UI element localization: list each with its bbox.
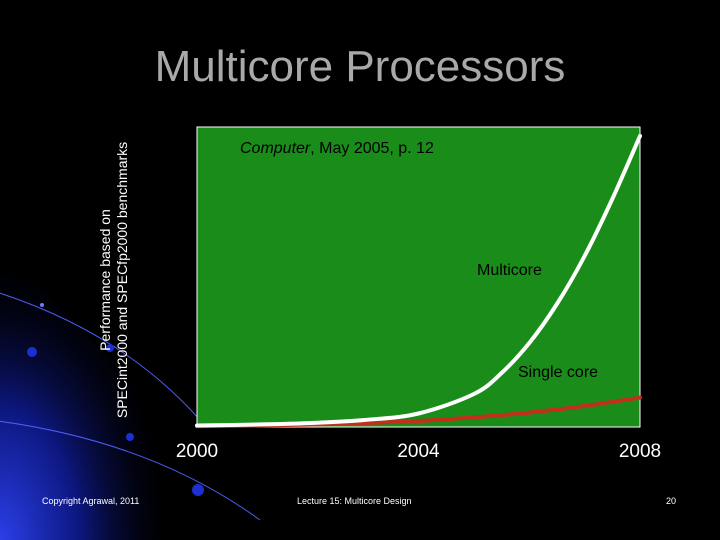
source-annotation <box>240 140 434 157</box>
x-tick-label: 2000 <box>175 441 219 462</box>
slide-title: Multicore Processors <box>154 42 566 91</box>
y-axis-label-line-2: SPECint2000 and SPECfp2000 benchmarks <box>114 141 130 419</box>
footer-page-number: 20 <box>666 496 677 506</box>
source-italic: Computer <box>240 140 311 157</box>
footer-lecture: Lecture 15: Multicore Design <box>297 496 412 506</box>
y-axis-label-line-1: Performance based on <box>97 209 113 351</box>
x-tick-label: 2008 <box>618 441 662 462</box>
x-tick-labels <box>176 441 661 462</box>
source-rest: , May 2005, p. 12 <box>310 140 434 157</box>
x-tick-label: 2004 <box>397 441 440 462</box>
series-label-single-core: Single core <box>518 364 599 381</box>
footer-copyright: Copyright Agrawal, 2011 <box>42 496 140 506</box>
series-label-multicore: Multicore <box>477 262 542 279</box>
